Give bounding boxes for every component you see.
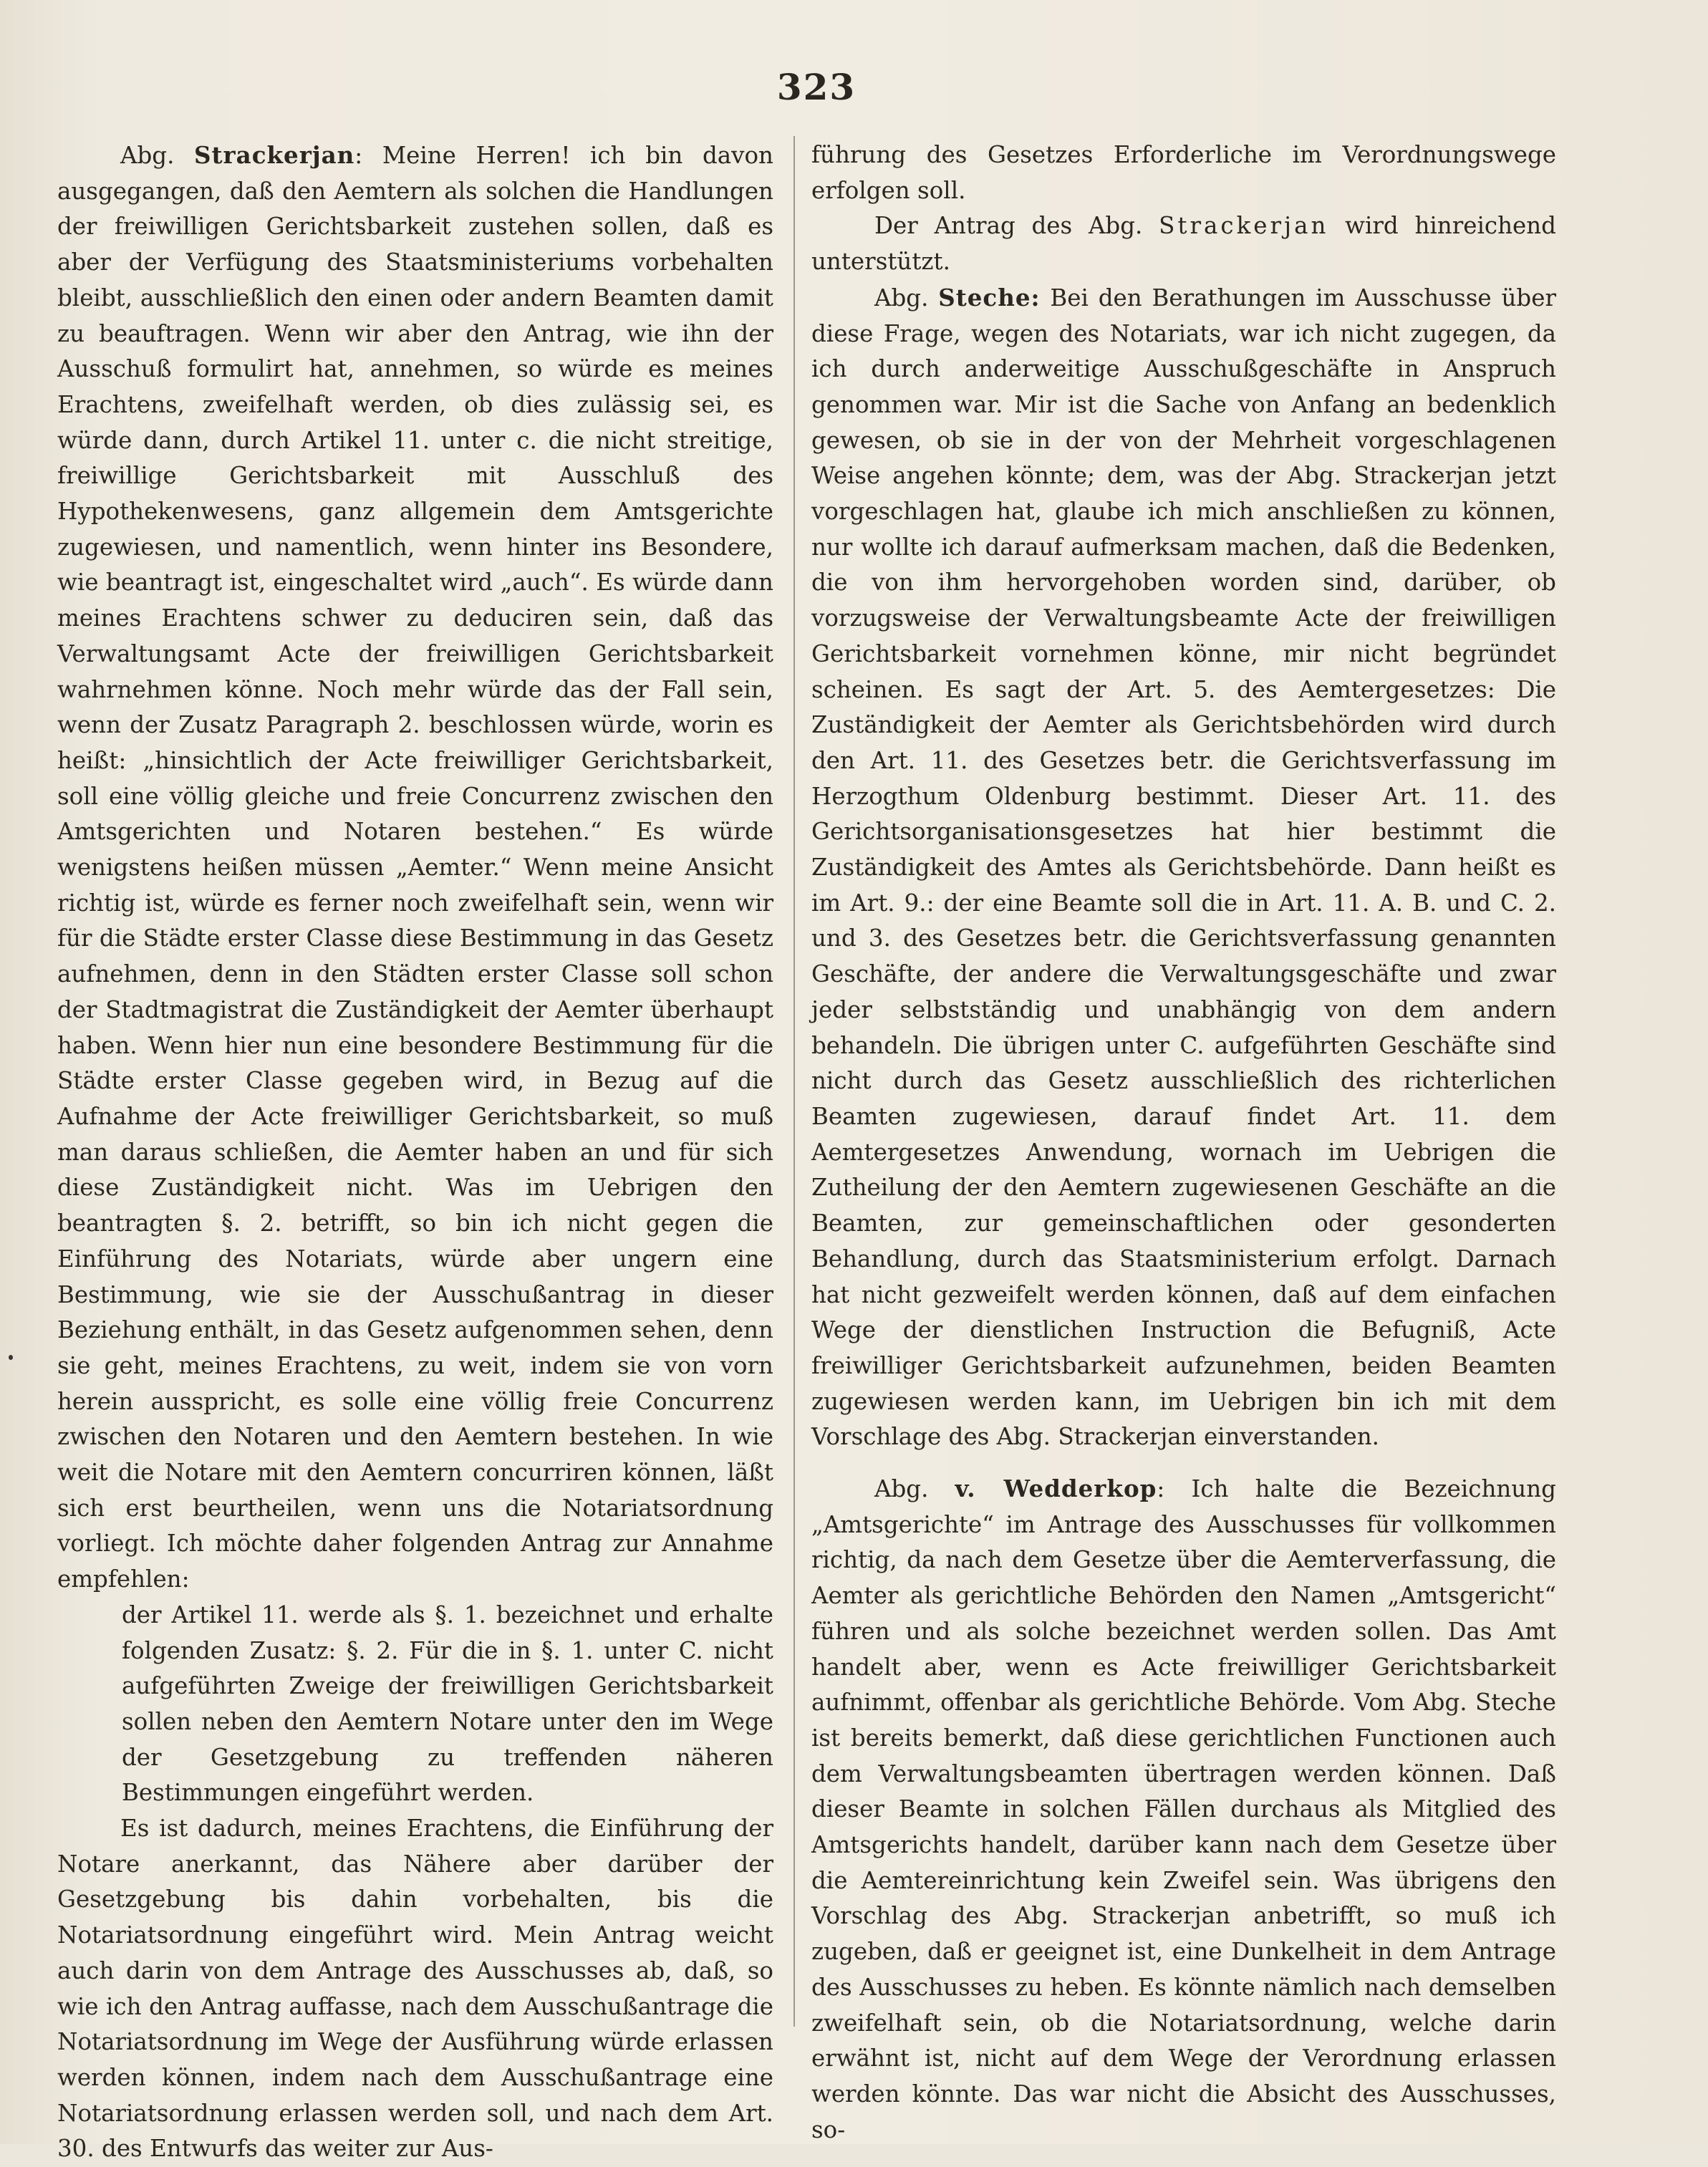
speech-strackerjan	[57, 137, 773, 1598]
motion-text-end: wird hinreichend unterstützt.	[811, 212, 1556, 276]
right-column	[811, 137, 1556, 2148]
speaker-name: v. Wedderkop	[955, 1475, 1157, 1503]
speech-prefix: Abg.	[120, 142, 195, 169]
speech-steche	[811, 280, 1556, 1455]
speech-text: : Ich halte die Bezeichnung „Amtsgerichte“ im Antrage des Ausschusses für vollkommen richtig, da nach dem Gesetze über die Aemterverfassung, die Aemter als gerichtliche Behörden den Namen „Amtsgericht“ führen und als solche bezeichnet werden sollen. Das Amt handelt aber, wenn es Acte freiwilliger Gerichtsbarkeit aufnimmt, offenbar als gerichtliche Behörde. Vom Abg. Steche ist bereits bemerkt, daß diese gerichtlichen Functionen auch dem Verwaltungsbeamten übertragen werden können. Daß dieser Beamte in solchen Fällen durchaus als Mitglied des Amtsgerichts handelt, darüber kann nach dem Gesetze über die Aemtereinrichtung kein Zweifel sein. Was übrigens den Vorschlag des Abg. Strackerjan anbetrifft, so muß ich zugeben, daß er geeignet ist, eine Dunkelheit in dem Antrage des Ausschusses zu heben. Es könnte nämlich nach demselben zweifelhaft sein, ob die Notariatsordnung, welche darin erwähnt ist, nicht auf dem Wege der Verordnung erlassen werden könnte. Das war nicht die Absicht des Ausschusses, so-	[811, 1475, 1556, 2143]
speaker-name: Strackerjan	[1159, 212, 1329, 240]
speaker-name: Strackerjan	[194, 141, 355, 169]
ink-speck	[9, 1355, 13, 1360]
paragraph: Es ist dadurch, meines Erachtens, die Einführung der Notare anerkannt, das Nähere aber darüber der Gesetzgebung bis dahin vorbehalten, bis die Notariatsordnung eingeführt wird. Mein Antrag weicht auch darin von dem Antrage des Ausschusses ab, daß, so wie ich den Antrag auffasse, nach dem Ausschußantrage die Notariatsordnung im Wege der Ausführung würde erlassen werden können, indem nach dem Ausschußantrage eine Notariatsordnung erlassen werden soll, und nach dem Art. 30. des Entwurfs das weiter zur Aus-	[57, 1815, 773, 2163]
proposed-amendment: der Artikel 11. werde als §. 1. bezeichnet und erhalte folgenden Zusatz: §. 2. Für die in §. 1. unter C. nicht aufgeführten Zweige der freiwilligen Gerichtsbarkeit sollen neben den Aemtern Notare unter den im Wege der Gesetzgebung zu treffenden näheren Bestimmungen eingeführt werden.	[122, 1601, 773, 1807]
speech-text: Bei den Berathungen im Ausschusse über diese Frage, wegen des Notariats, war ich nicht zugegen, da ich durch anderweitige Ausschußgeschäfte in Anspruch genommen war. Mir ist die Sache von Anfang an bedenklich gewesen, ob sie in der von der Mehrheit vorgeschlagenen Weise angehen könnte; dem, was der Abg. Strackerjan jetzt vorgeschlagen hat, glaube ich mich anschließen zu können, nur wollte ich darauf aufmerksam machen, daß die Bedenken, die von ihm hervorgehoben worden sind, darüber, ob vorzugsweise der Verwaltungsbeamte Acte der freiwilligen Gerichtsbarkeit vornehmen könne, mir nicht begründet scheinen. Es sagt der Art. 5. des Aemtergesetzes: Die Zuständigkeit der Aemter als Gerichtsbehörden wird durch den Art. 11. des Gesetzes betr. die Gerichtsverfassung im Herzogthum Oldenburg bestimmt. Dieser Art. 11. des Gerichtsorganisationsgesetzes hat hier bestimmt die Zuständigkeit des Amtes als Gerichtsbehörde. Dann heißt es im Art. 9.: der eine Beamte soll die in Art. 11. A. B. und C. 2. und 3. des Gesetzes betr. die Gerichtsverfassung genannten Geschäfte, der andere die Verwaltungsgeschäfte und zwar jeder selbstständig und unabhängig von dem andern behandeln. Die übrigen unter C. aufgeführten Geschäfte sind nicht durch das Gesetz ausschließlich des richterlichen Beamten zugewiesen, darauf findet Art. 11. dem Aemtergesetzes Anwendung, wornach im Uebrigen die Zutheilung der den Aemtern zugewiesenen Geschäfte an die Beamten, zur gemeinschaftlichen oder gesonderten Behandlung, durch das Staatsministerium erfolgt. Darnach hat nicht gezweifelt werden können, daß auf dem einfachen Wege der dienstlichen Instruction die Befugniß, Acte freiwilliger Gerichtsbarkeit aufzunehmen, beiden Beamten zugewiesen werden kann, im Uebrigen bin ich mit dem Vorschlage des Abg. Strackerjan einverstanden.	[811, 284, 1556, 1451]
speaker-name: Steche:	[938, 283, 1041, 312]
motion-support-note	[811, 208, 1556, 279]
speech-text: : Meine Herren! ich bin davon ausgegangen, daß den Aemtern als solchen die Handlungen der freiwilligen Gerichtsbarkeit zustehen sollen, daß es aber der Verfügung des Staatsministeriums vorbehalten bleibt, ausschließlich den einen oder andern Beamten damit zu beauftragen. Wenn wir aber den Antrag, wie ihn der Ausschuß formulirt hat, annehmen, so würde es meines Erachtens, zweifelhaft werden, ob dies zulässig sei, es würde dann, durch Artikel 11. unter c. die nicht streitige, freiwillige Gerichtsbarkeit mit Ausschluß des Hypothekenwesens, ganz allgemein dem Amtsgerichte zugewiesen, und namentlich, wenn hinter ins Besondere, wie beantragt ist, eingeschaltet wird „auch“. Es würde dann meines Erachtens schwer zu deduciren sein, daß das Verwaltungsamt Acte der freiwilligen Gerichtsbarkeit wahrnehmen könne. Noch mehr würde das der Fall sein, wenn der Zusatz Paragraph 2. beschlossen würde, worin es heißt: „hinsichtlich der Acte freiwilliger Gerichtsbarkeit, soll eine völlig gleiche und freie Concurrenz zwischen den Amtsgerichten und Notaren bestehen.“ Es würde wenigstens heißen müssen „Aemter.“ Wenn meine Ansicht richtig ist, würde es ferner noch zweifelhaft sein, wenn wir für die Städte erster Classe diese Bestimmung in das Gesetz aufnehmen, denn in den Städten erster Classe soll schon der Stadtmagistrat die Zuständigkeit der Aemter überhaupt haben. Wenn hier nun eine besondere Bestimmung für die Städte erster Classe gegeben wird, in Bezug auf die Aufnahme der Acte freiwilliger Gerichtsbarkeit, so muß man daraus schließen, die Aemter haben an und für sich diese Zuständigkeit nicht. Was im Uebrigen den beantragten §. 2. betrifft, so bin ich nicht gegen die Einführung des Notariats, würde aber ungern eine Bestimmung, wie sie der Ausschußantrag in dieser Beziehung enthält, in das Gesetz aufgenommen sehen, denn sie geht, meines Erachtens, zu weit, indem sie von vorn herein ausspricht, es solle eine völlig freie Concurrenz zwischen den Notaren und den Aemtern bestehen. In wie weit die Notare mit den Aemtern concurriren können, läßt sich erst beurtheilen, wenn uns die Notariatsordnung vorliegt. Ich möchte daher folgenden Antrag zur Annahme empfehlen:	[57, 142, 773, 1593]
speech-wedderkop	[811, 1471, 1556, 2148]
paragraph-continuation: führung des Gesetzes Erforderliche im Verordnungswege erfolgen soll.	[811, 141, 1556, 204]
page-number: 323	[776, 66, 857, 108]
left-column	[57, 137, 773, 2167]
motion-text: Der Antrag des Abg.	[874, 212, 1159, 240]
spacer	[811, 1455, 1556, 1471]
speech-prefix: Abg.	[874, 284, 939, 312]
column-divider	[793, 136, 795, 2027]
speech-prefix: Abg.	[874, 1475, 955, 1503]
